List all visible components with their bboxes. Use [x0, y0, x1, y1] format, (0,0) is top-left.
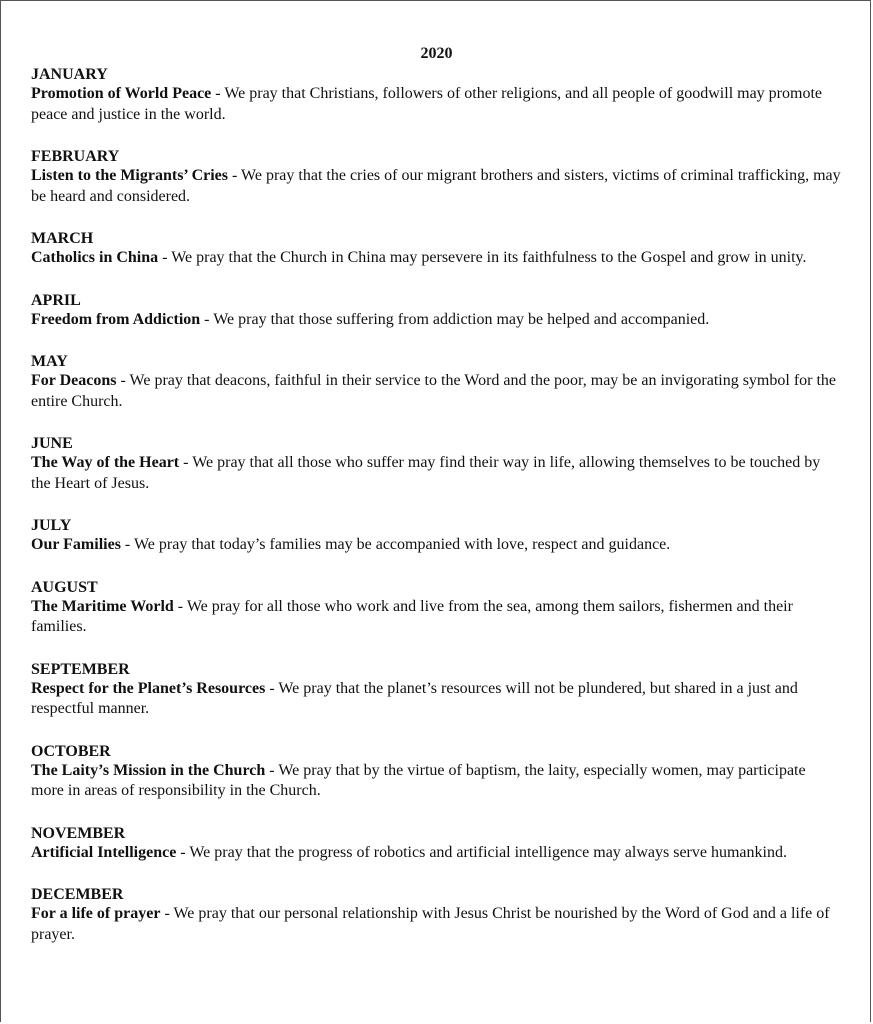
separator: - [160, 905, 174, 922]
separator: - [265, 761, 279, 779]
intention-text [31, 453, 841, 494]
separator: - [173, 597, 187, 615]
separator: - [116, 372, 130, 389]
separator: - [211, 85, 225, 102]
intention-description: We pray that all those who suffer may find their way in life, allowing themselves to be touched by the Heart of Jesus. [31, 454, 821, 492]
entry-february [31, 148, 841, 207]
intention-description: We pray that the Church in China may persevere in its faithfulness to the Gospel and grow in unity. [171, 249, 807, 266]
month-heading: AUGUST [31, 578, 98, 596]
intention-description: We pray that today’s families may be accompanied with love, respect and guidance. [133, 536, 671, 553]
entry-april [31, 292, 841, 331]
intention-text [31, 679, 841, 720]
month-heading: APRIL [31, 291, 81, 309]
intention-text [31, 535, 841, 556]
entry-july [31, 517, 841, 556]
intention-text [31, 84, 841, 125]
intention-description: We pray that by the virtue of baptism, the laity, especially women, may participate more in areas of responsibility in the Church. [31, 761, 806, 799]
intention-text [31, 248, 841, 269]
month-heading: JUNE [31, 435, 73, 452]
separator: - [265, 679, 279, 697]
intention-topic: The Maritime World [31, 597, 174, 615]
separator: - [200, 310, 214, 328]
intention-description: We pray that the cries of our migrant brothers and sisters, victims of criminal trafficking, may be heard and considered. [31, 167, 841, 205]
month-heading: OCTOBER [31, 742, 111, 760]
month-heading: DECEMBER [31, 886, 124, 903]
entry-october [31, 743, 841, 802]
intention-topic: Listen to the Migrants’ Cries [31, 167, 228, 184]
intention-topic: For Deacons [31, 372, 117, 389]
intention-text [31, 843, 841, 864]
entry-august [31, 579, 841, 638]
intention-topic: For a life of prayer [31, 905, 161, 922]
separator: - [176, 843, 190, 861]
intention-text [31, 597, 841, 638]
prayer-intentions-list [31, 66, 841, 968]
month-heading: FEBRUARY [31, 148, 120, 165]
intention-topic: Respect for the Planet’s Resources [31, 679, 266, 697]
month-heading: MAY [31, 353, 68, 370]
month-heading: SEPTEMBER [31, 660, 130, 678]
entry-november [31, 825, 841, 864]
entry-march [31, 230, 841, 269]
month-heading: MARCH [31, 230, 94, 247]
separator: - [179, 454, 193, 471]
intention-topic: The Way of the Heart [31, 454, 180, 471]
intention-text [31, 761, 841, 802]
intention-topic: Artificial Intelligence [31, 843, 177, 861]
month-heading: NOVEMBER [31, 824, 126, 842]
intention-text [31, 310, 841, 331]
intention-text [31, 371, 841, 412]
separator: - [158, 249, 172, 266]
intention-description: We pray that the planet’s resources will not be plundered, but shared in a just and respectful manner. [31, 679, 798, 717]
intention-topic: Promotion of World Peace [31, 85, 212, 102]
intention-topic: The Laity’s Mission in the Church [31, 761, 266, 779]
intention-topic: Our Families [31, 536, 121, 553]
separator: - [120, 536, 134, 553]
intention-topic: Catholics in China [31, 249, 159, 266]
intention-description: We pray that deacons, faithful in their service to the Word and the poor, may be an invigorating symbol for the entire Church. [31, 372, 837, 410]
intention-description: We pray that Christians, followers of other religions, and all people of goodwill may promote peace and justice in the world. [31, 85, 822, 123]
separator: - [228, 167, 242, 184]
document-title-year: 2020 [420, 45, 453, 62]
month-heading: JANUARY [31, 66, 108, 83]
entry-june [31, 435, 841, 494]
intention-description: We pray that our personal relationship with Jesus Christ be nourished by the Word of God and a life of prayer. [31, 905, 830, 943]
intention-topic: Freedom from Addiction [31, 310, 201, 328]
entry-january [31, 66, 841, 125]
month-heading: JULY [31, 517, 72, 534]
intention-description: We pray that the progress of robotics and artificial intelligence may always serve humankind. [189, 843, 787, 861]
intention-text [31, 166, 841, 207]
entry-september [31, 661, 841, 720]
entry-december [31, 886, 841, 945]
entry-may [31, 353, 841, 412]
intention-description: We pray that those suffering from addiction may be helped and accompanied. [213, 310, 710, 328]
intention-description: We pray for all those who work and live from the sea, among them sailors, fishermen and their families. [31, 597, 793, 635]
intention-text [31, 904, 841, 945]
